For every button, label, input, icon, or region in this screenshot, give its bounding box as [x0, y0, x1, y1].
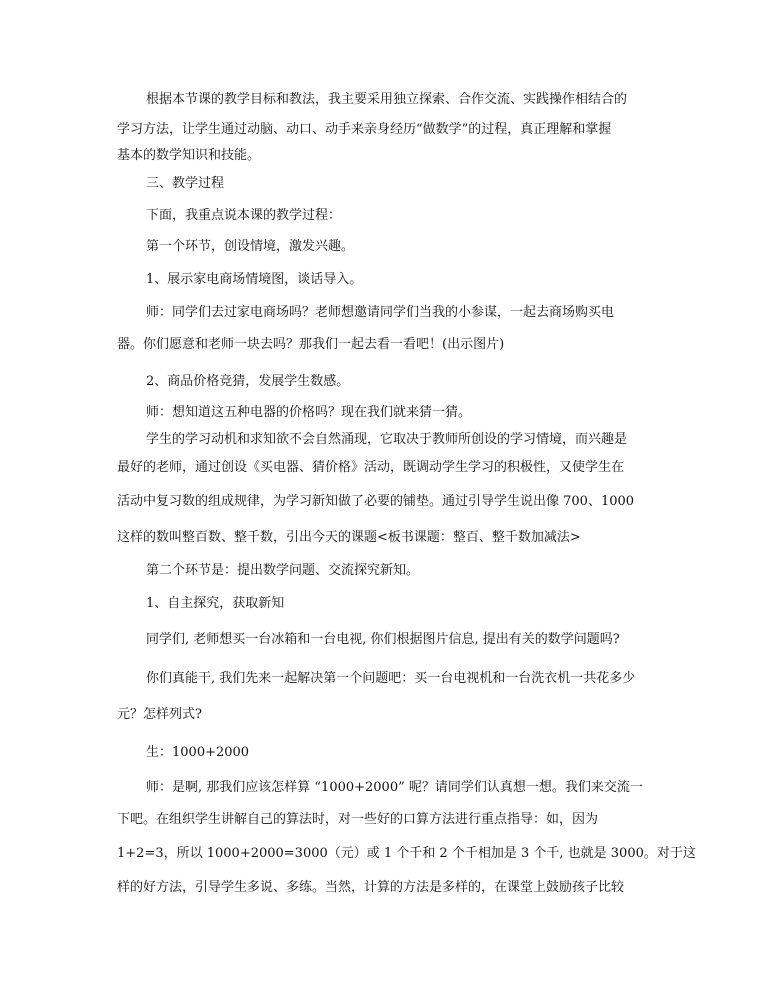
paragraph-line: 1、展示家电商场情境图，谈话导入。: [146, 272, 363, 287]
paragraph-line: 同学们, 老师想买一台冰箱和一台电视, 你们根据图片信息, 提出有关的数学问题吗?: [146, 632, 620, 647]
paragraph-line: 1+2=3，所以 1000+2000=3000（元）或 1 个千和 2 个千相加是 3 个千, 也就是 3000。对于这: [117, 846, 696, 861]
paragraph-line: 活动中复习数的组成规律，为学习新知做了必要的铺垫。通过引导学生说出像 700、1000: [117, 494, 635, 509]
paragraph-line: 这样的数叫整百数、整千数，引出今天的课题<板书课题：整百、整千数加减法>: [117, 530, 581, 545]
paragraph-line: 根据本节课的教学目标和教法，我主要采用独立探索、合作交流、实践操作相结合的: [146, 92, 628, 107]
paragraph-line: 你们真能干, 我们先来一起解决第一个问题吧：买一台电视机和一台洗衣机一共花多少: [146, 671, 636, 686]
paragraph-line: 样的好方法，引导学生多说、多练。当然，计算的方法是多样的，在课堂上鼓励孩子比较: [117, 880, 625, 895]
paragraph-line: 2、商品价格竞猜，发展学生数感。: [146, 374, 350, 389]
paragraph-line: 师：想知道这五种电器的价格吗？现在我们就来猜一猜。: [146, 405, 472, 420]
paragraph-line: 下吧。在组织学生讲解自己的算法时，对一些好的口算方法进行重点指导：如，因为: [117, 812, 599, 827]
paragraph-line: 生：1000+2000: [146, 745, 250, 760]
paragraph-line: 师：同学们去过家电商场吗？老师想邀请同学们当我的小参谋，一起去商场购买电: [146, 305, 615, 320]
paragraph-line: 学生的学习动机和求知欲不会自然涌现，它取决于教师所创设的学习情境，而兴趣是: [146, 432, 628, 447]
paragraph-line: 学习方法，让学生通过动脑、动口、动手来亲身经历“做数学”的过程，真正理解和掌握: [117, 122, 612, 137]
paragraph-line: 元？怎样列式?: [117, 707, 202, 722]
paragraph-line: 基本的数学知识和技能。: [117, 148, 261, 163]
paragraph-line: 第一个环节，创设情境，激发兴趣。: [146, 239, 355, 254]
section-heading: 三、教学过程: [146, 176, 225, 191]
paragraph-line: 最好的老师，通过创设《买电器、猜价格》活动，既调动学生学习的积极性，又使学生在: [117, 460, 625, 475]
paragraph-line: 师：是啊, 那我们应该怎样算 “1000+2000” 呢？请同学们认真想一想。我们来交流一: [146, 780, 643, 795]
paragraph-line: 器。你们愿意和老师一块去吗？那我们一起去看一看吧！(出示图片): [117, 337, 505, 352]
paragraph-line: 第二个环节是：提出数学问题、交流探究新知。: [146, 563, 420, 578]
paragraph-line: 下面，我重点说本课的教学过程：: [146, 208, 342, 223]
paragraph-line: 1、自主探究，获取新知: [146, 596, 285, 611]
